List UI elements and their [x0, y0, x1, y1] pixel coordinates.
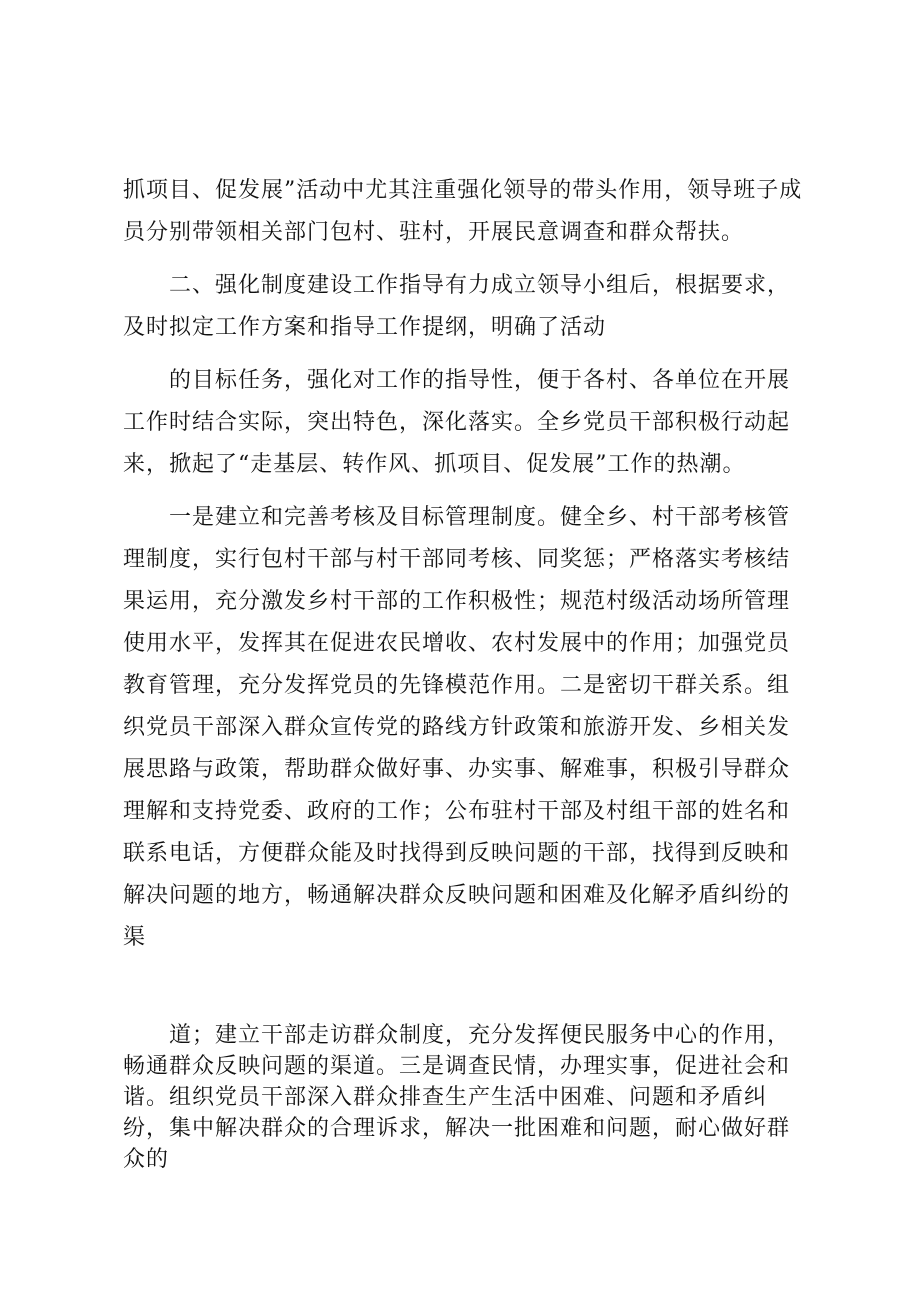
paragraph-5: 道；建立干部走访群众制度，充分发挥便民服务中心的作用，畅通群众反映问题的渠道。三是调查民情，办理实事，促进社会和谐。组织党员干部深入群众排查生产生活中困难、问题和矛盾纠纷，集中解决群众的合理诉求，解决一批困难和问题，耐心做好群众的 — [123, 1023, 791, 1172]
paragraph-1: 抓项目、促发展”活动中尤其注重强化领导的带头作用，领导班子成员分别带领相关部门包村、驻村，开展民意调查和群众帮扶。 — [123, 178, 803, 245]
paragraph-2: 二、强化制度建设工作指导有力成立领导小组后，根据要求，及时拟定工作方案和指导工作提纲，明确了活动 — [123, 273, 791, 340]
paragraph-3: 的目标任务，强化对工作的指导性，便于各村、各单位在开展工作时结合实际，突出特色，深化落实。全乡党员干部积极行动起来，掀起了“走基层、转作风、抓项目、促发展”工作的热潮。 — [123, 368, 791, 477]
paragraph-4: 一是建立和完善考核及目标管理制度。健全乡、村干部考核管理制度，实行包村干部与村干部同考核、同奖惩；严格落实考核结果运用，充分激发乡村干部的工作积极性；规范村级活动场所管理使用水平，发挥其在促进农民增收、农村发展中的作用；加强党员教育管理，充分发挥党员的先锋模范作用。二是密切干群关系。组织党员干部深入群众宣传党的路线方针政策和旅游开发、乡相关发展思路与政策，帮助群众做好事、办实事、解难事，积极引导群众理解和支持党委、政府的工作；公布驻村干部及村组干部的姓名和联系电话，方便群众能及时找得到反映问题的干部，找得到反映和解决问题的地方，畅通解决群众反映问题和困难及化解矛盾纠纷的渠 — [123, 505, 791, 950]
